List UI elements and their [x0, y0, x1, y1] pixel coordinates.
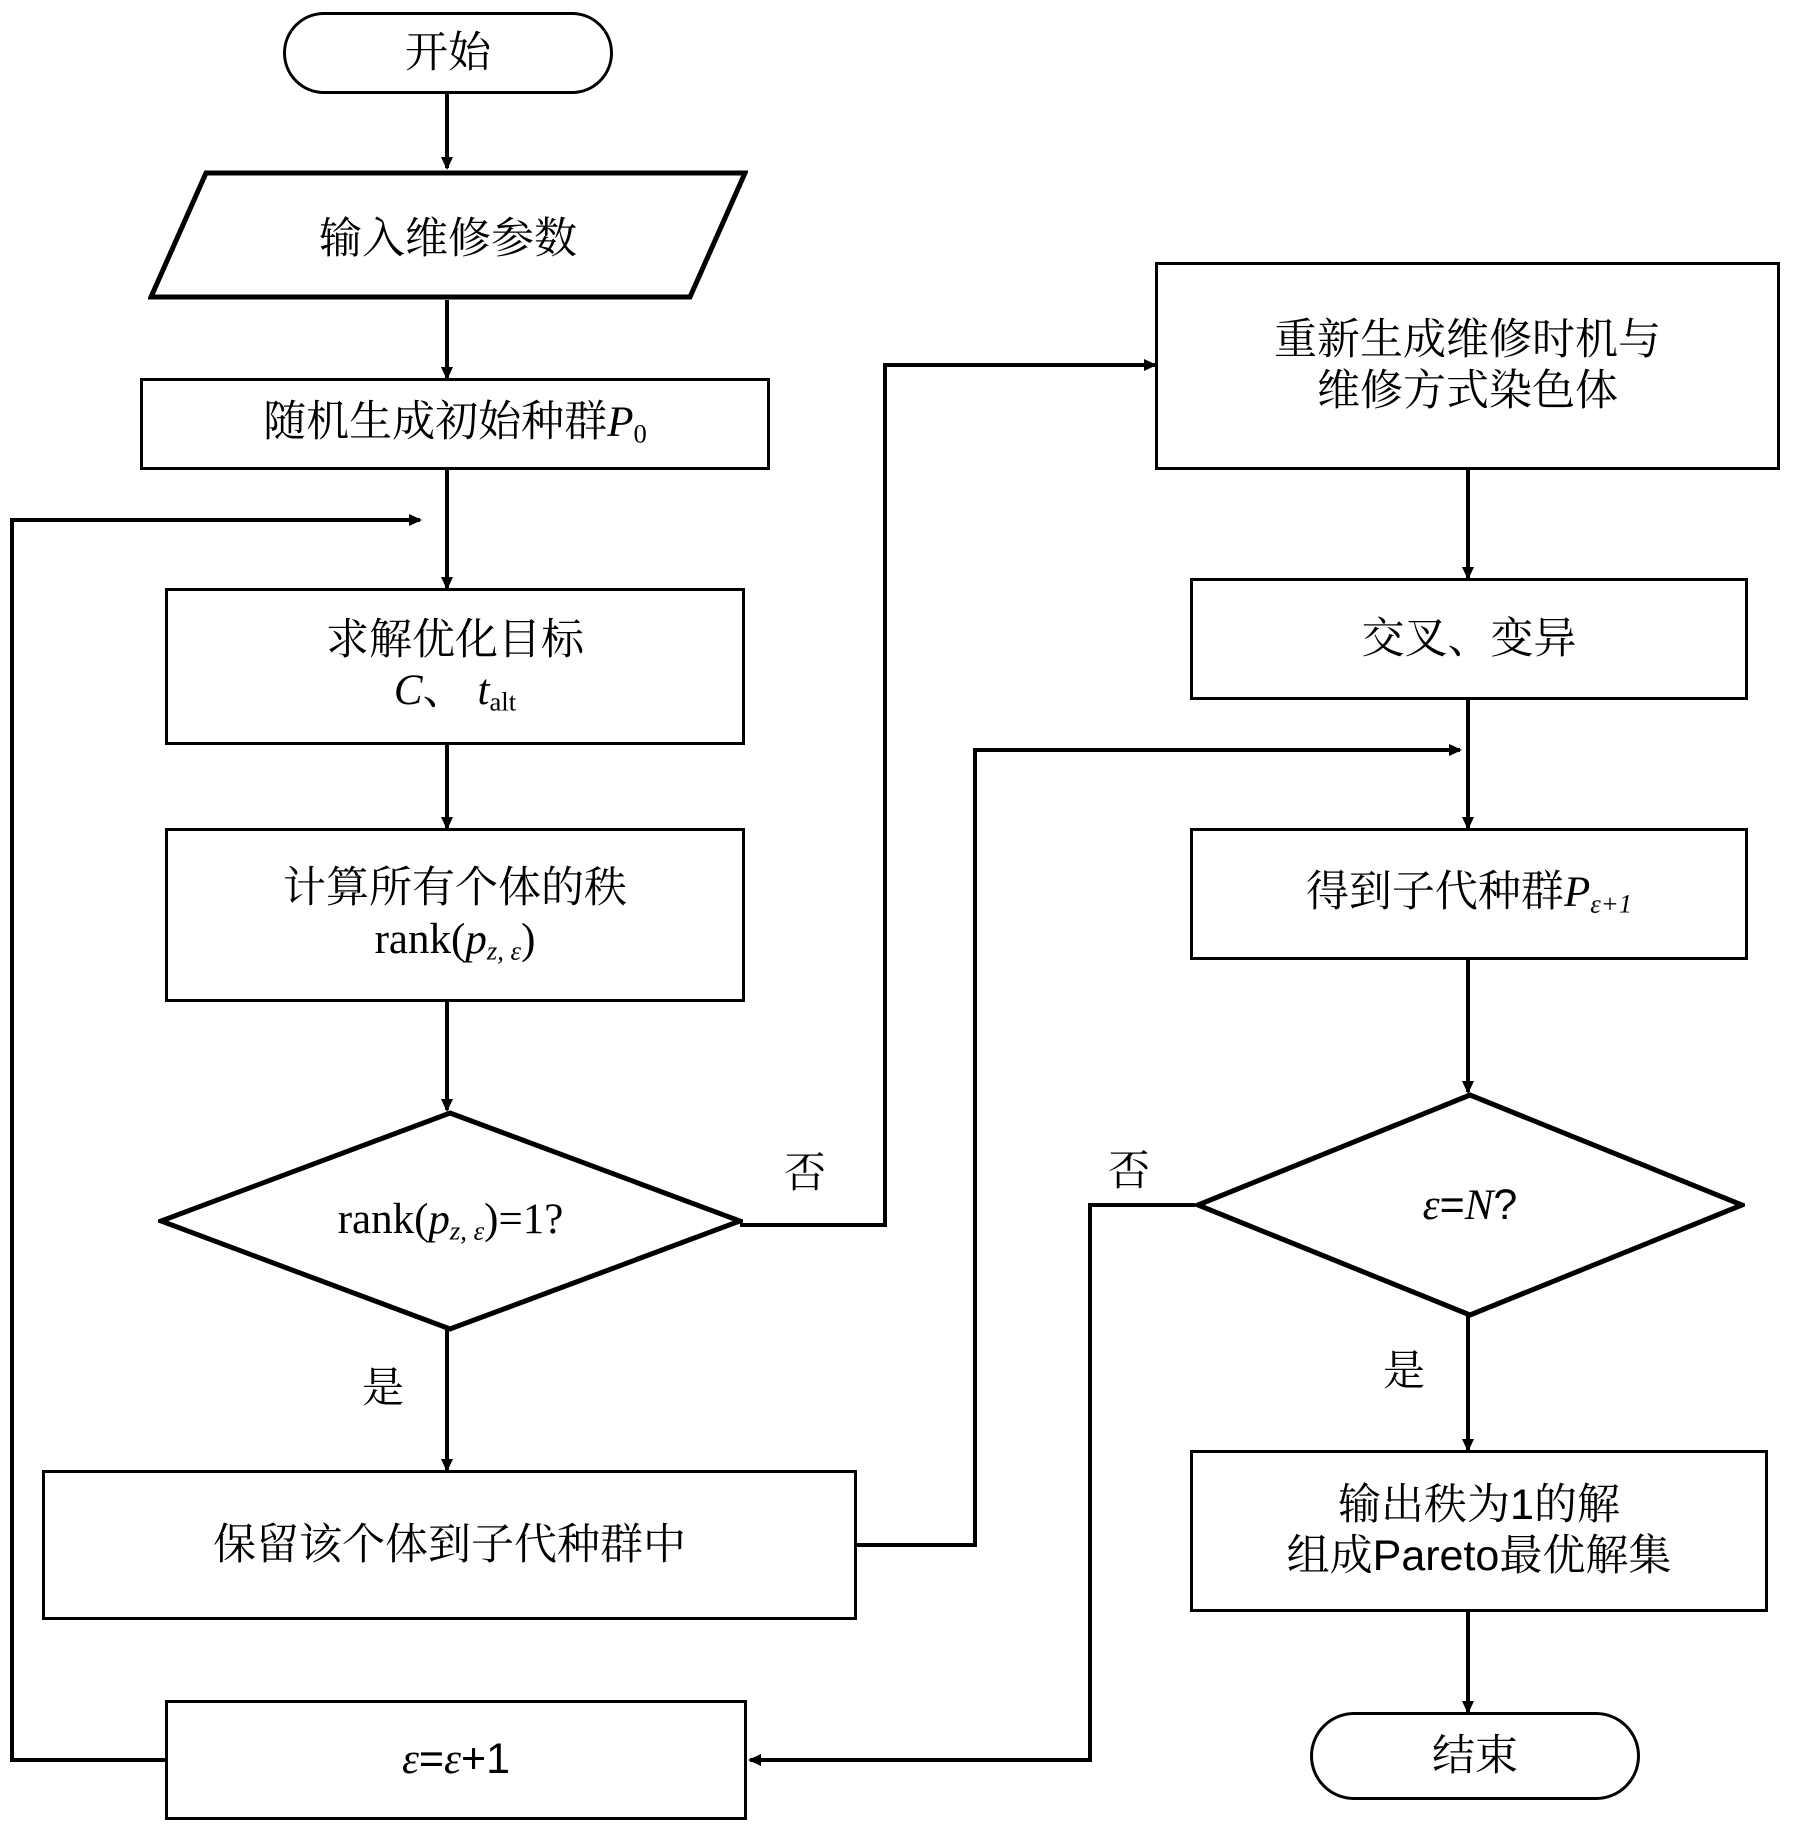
node-end	[1310, 1712, 1640, 1800]
node-rank-decision-label: $rank(p_{z, \varepsilon})=1$?	[337, 1196, 564, 1246]
node-regenerate-chromosome	[1155, 262, 1780, 470]
node-start	[283, 12, 613, 94]
node-objective	[165, 588, 745, 745]
node-crossover-mutation-label: 交叉、变异	[1361, 614, 1577, 663]
edge-label-gen-no: 否	[1108, 1147, 1151, 1194]
edge-label-rank-yes: 是	[362, 1364, 405, 1411]
node-input-label: 输入维修参数	[319, 214, 577, 263]
edge-label-gen-yes: 是	[1383, 1347, 1426, 1394]
node-end-label: 结束	[1432, 1731, 1518, 1780]
node-offspring-population	[1190, 828, 1748, 960]
node-generation-decision-label: ε=N?	[1422, 1180, 1518, 1229]
node-init-population	[140, 378, 770, 470]
node-increment	[165, 1700, 747, 1820]
node-objective-label: 求解优化目标 C、 $t_{alt}$	[326, 615, 584, 717]
edge-label-rank-no: 否	[784, 1149, 827, 1196]
node-rank-decision	[158, 1110, 743, 1332]
node-crossover-mutation	[1190, 578, 1748, 700]
node-increment-label: ε=ε+1	[401, 1735, 511, 1784]
node-output-pareto	[1190, 1450, 1768, 1612]
node-generation-decision	[1195, 1092, 1745, 1318]
node-init-population-label: 随机生成初始种群$P_0$	[263, 398, 647, 450]
node-keep-individual-label: 保留该个体到子代种群中	[213, 1520, 686, 1569]
node-compute-rank-label: 计算所有个体的秩 $rank(p_{z, \varepsilon})$	[283, 864, 627, 966]
node-compute-rank	[165, 828, 745, 1002]
node-regenerate-chromosome-label: 重新生成维修时机与 维修方式染色体	[1274, 316, 1661, 415]
node-input	[148, 170, 748, 300]
node-start-label: 开始	[405, 28, 491, 77]
node-keep-individual	[42, 1470, 857, 1620]
node-output-pareto-label: 输出秩为1的解 组成Pareto最优解集	[1286, 1481, 1672, 1580]
node-offspring-population-label: 得到子代种群$P_{\varepsilon+1}$	[1305, 868, 1633, 920]
